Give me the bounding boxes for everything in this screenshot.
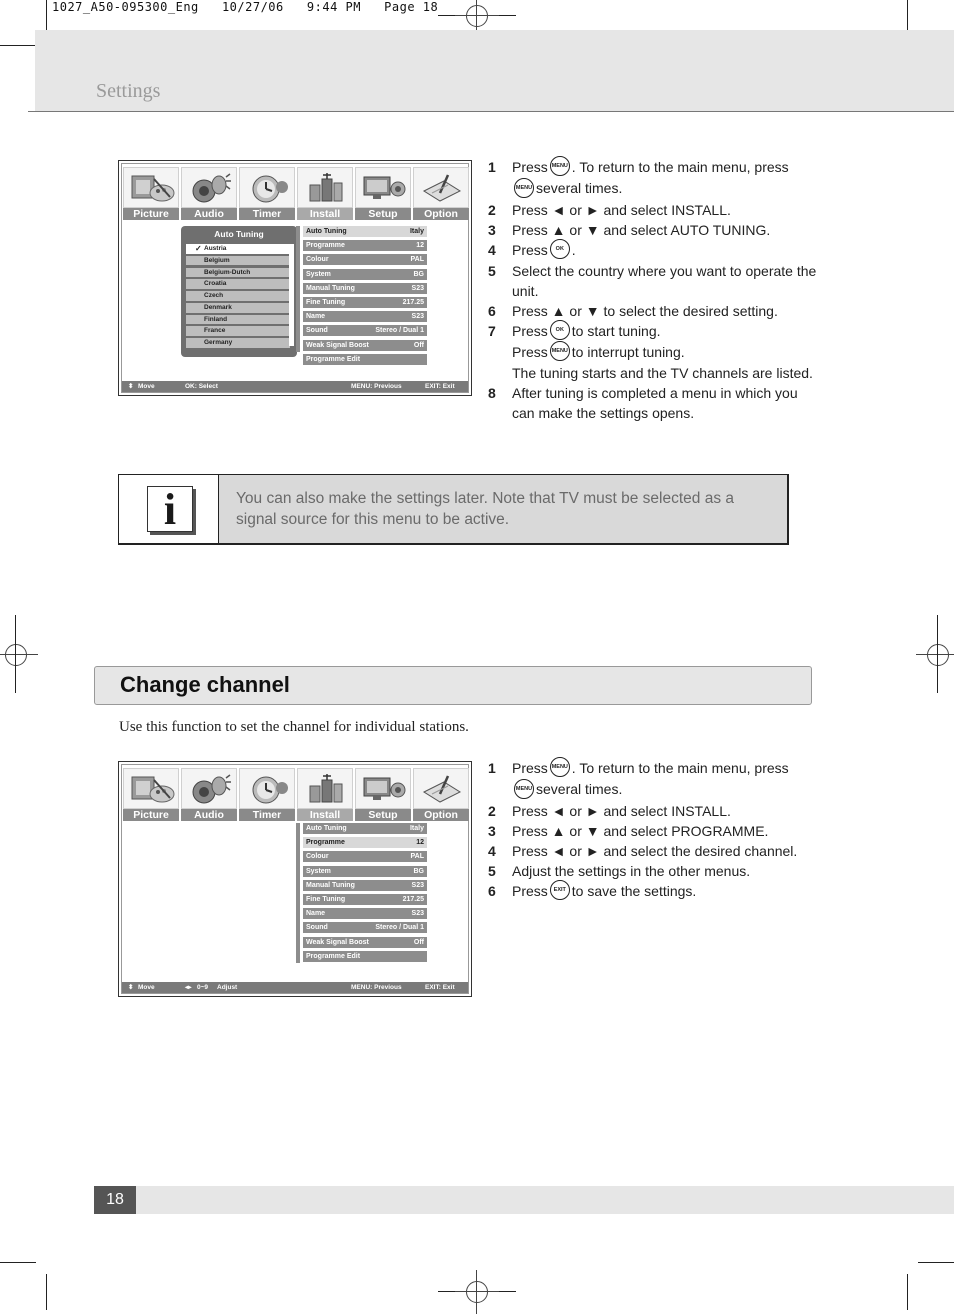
crop-mark [937,615,938,693]
ok-button-icon: OK [550,320,570,340]
antenna-icon [302,772,350,806]
install-menu [303,226,427,368]
updown-arrow-icon: ⬍ [128,984,134,991]
notepad-icon [418,171,466,205]
menu-item-fine-tuning[interactable]: Fine Tuning 217.25 [303,894,427,905]
notepad-icon [418,772,466,806]
step-2: 2 Press ◄ or ► and select INSTALL. [488,201,731,218]
menu-item-auto-tuning[interactable]: Auto Tuning Italy [303,823,427,834]
print-slug: 1027_A50-095300_Eng 10/27/06 9:44 PM Page 18 [52,0,439,14]
clock-icon [244,171,292,205]
menu-accent-bar [296,823,300,963]
crop-mark [46,1274,47,1310]
tab-audio[interactable]: Audio [181,167,237,220]
tab-setup[interactable]: Setup [355,768,411,821]
country-item[interactable]: ✓ Austria [186,244,290,254]
step-7: 7 Press OK to start tuning. Press MENU to interrupt tuning. The tuning starts and the TV channels are listed. [488,321,818,384]
footer-band [94,1186,954,1214]
section-title: Change channel [120,672,290,697]
menu-item-programme-edit[interactable]: Programme Edit [303,354,427,365]
menu-item-colour[interactable]: Colour PAL [303,851,427,862]
crop-mark [0,45,36,46]
monitor-icon [360,772,408,806]
tab-audio[interactable]: Audio [181,768,237,821]
step-4: 4 Press OK . [488,240,818,261]
tab-install[interactable]: Install [297,768,353,821]
install-menu [303,823,427,965]
section-heading-band [94,666,812,705]
menu-item-name[interactable]: Name S23 [303,311,427,322]
step-6: 6 Press EXIT to save the settings. [488,881,818,902]
menu-item-weak-signal-boost[interactable]: Weak Signal Boost Off [303,340,427,351]
status-bar: ⬍ Move OK: Select MENU: Previous EXIT: Exit [122,381,468,392]
menu-item-system[interactable]: System BG [303,269,427,280]
step-4: 4 Press ◄ or ► and select the desired channel. [488,842,798,859]
speaker-icon [186,171,234,205]
country-item[interactable]: Germany [186,338,290,348]
step-1: 1 Press MENU . To return to the main menu, press MENU several times. [488,157,818,200]
info-note [118,474,789,545]
tab-option[interactable]: Option [413,167,469,220]
menu-item-programme[interactable]: Programme 12 [303,837,427,848]
section-intro: Use this function to set the channel for individual stations. [119,719,469,735]
menu-item-sound[interactable]: Sound Stereo / Dual 1 [303,325,427,336]
step-8: 8 After tuning is completed a menu in which you can make the settings opens. [488,385,798,422]
tv-menu-screen-auto-tuning [118,160,472,396]
registration-mark-right [927,644,949,666]
menu-item-weak-signal-boost[interactable]: Weak Signal Boost Off [303,937,427,948]
leftright-arrow-icon: ◂▸ [185,984,192,991]
step-5: 5 Select the country where you want to operate the unit. [488,262,817,299]
tab-picture[interactable]: Picture [123,768,179,821]
clock-icon [244,772,292,806]
country-item[interactable]: Croatia [186,279,290,289]
menu-item-name[interactable]: Name S23 [303,908,427,919]
tv-menu-screen-programme [118,761,472,997]
status-bar: ⬍ Move ◂▸ 0~9 Adjust MENU: Previous EXIT: Exit [122,982,468,993]
country-list [186,244,290,350]
country-item[interactable]: Czech [186,291,290,301]
popup-scrollbar[interactable] [289,244,294,346]
monitor-icon [360,171,408,205]
info-text: You can also make the settings later. Note that TV must be selected as a signal source for this menu to be active. [236,490,735,528]
tab-picture[interactable]: Picture [123,167,179,220]
tab-setup[interactable]: Setup [355,167,411,220]
menu-button-icon: MENU [550,341,570,361]
menu-button-icon: MENU [514,779,534,799]
step-5: 5 Adjust the settings in the other menus. [488,862,751,879]
antenna-icon [302,171,350,205]
menu-item-colour[interactable]: Colour PAL [303,254,427,265]
ok-button-icon: OK [550,239,570,259]
page-number: 18 [94,1186,136,1214]
menu-item-manual-tuning[interactable]: Manual Tuning S23 [303,283,427,294]
crop-mark [0,1262,36,1263]
auto-tuning-popup [181,226,297,357]
instruction-list-auto-tuning [488,157,818,423]
checkmark-icon: ✓ [195,244,202,253]
updown-arrow-icon: ⬍ [128,383,134,390]
step-2: 2 Press ◄ or ► and select INSTALL. [488,802,731,819]
crop-mark [907,1274,908,1310]
menu-item-auto-tuning[interactable]: Auto Tuning Italy [303,226,427,237]
popup-title: Auto Tuning [214,229,264,239]
registration-mark-bottom [466,1281,488,1303]
menu-item-sound[interactable]: Sound Stereo / Dual 1 [303,922,427,933]
menu-button-icon: MENU [550,757,570,777]
step-3: 3 Press ▲ or ▼ and select AUTO TUNING. [488,221,771,238]
exit-button-icon: EXIT [550,880,570,900]
country-item[interactable]: Finland [186,315,290,325]
menu-item-fine-tuning[interactable]: Fine Tuning 217.25 [303,297,427,308]
tab-install[interactable]: Install [297,167,353,220]
step-3: 3 Press ▲ or ▼ and select PROGRAMME. [488,822,769,839]
crop-mark [15,615,16,693]
country-item[interactable]: France [186,326,290,336]
menu-item-system[interactable]: System BG [303,866,427,877]
tab-timer[interactable]: Timer [239,768,295,821]
menu-item-manual-tuning[interactable]: Manual Tuning S23 [303,880,427,891]
menu-button-icon: MENU [550,156,570,176]
country-item[interactable]: Denmark [186,303,290,313]
tab-option[interactable]: Option [413,768,469,821]
palette-icon [128,772,176,806]
header-rule [28,111,954,112]
page-header-title: Settings [96,80,161,102]
menu-button-icon: MENU [514,178,534,198]
country-item[interactable]: Belgium [186,256,290,266]
instruction-list-change-channel [488,758,818,902]
menu-item-programme-edit[interactable]: Programme Edit [303,951,427,962]
crop-mark [918,1262,954,1263]
registration-mark-left [5,644,27,666]
tab-timer[interactable]: Timer [239,167,295,220]
country-item[interactable]: Belgium-Dutch [186,268,290,278]
palette-icon [128,171,176,205]
registration-mark-top [466,5,488,27]
step-1: 1 Press MENU . To return to the main menu, press MENU several times. [488,758,818,801]
menu-accent-bar [296,226,300,352]
speaker-icon [186,772,234,806]
header-band [35,30,954,112]
menu-item-programme[interactable]: Programme 12 [303,240,427,251]
step-6: 6 Press ▲ or ▼ to select the desired setting. [488,302,778,319]
info-icon: i [147,486,193,532]
